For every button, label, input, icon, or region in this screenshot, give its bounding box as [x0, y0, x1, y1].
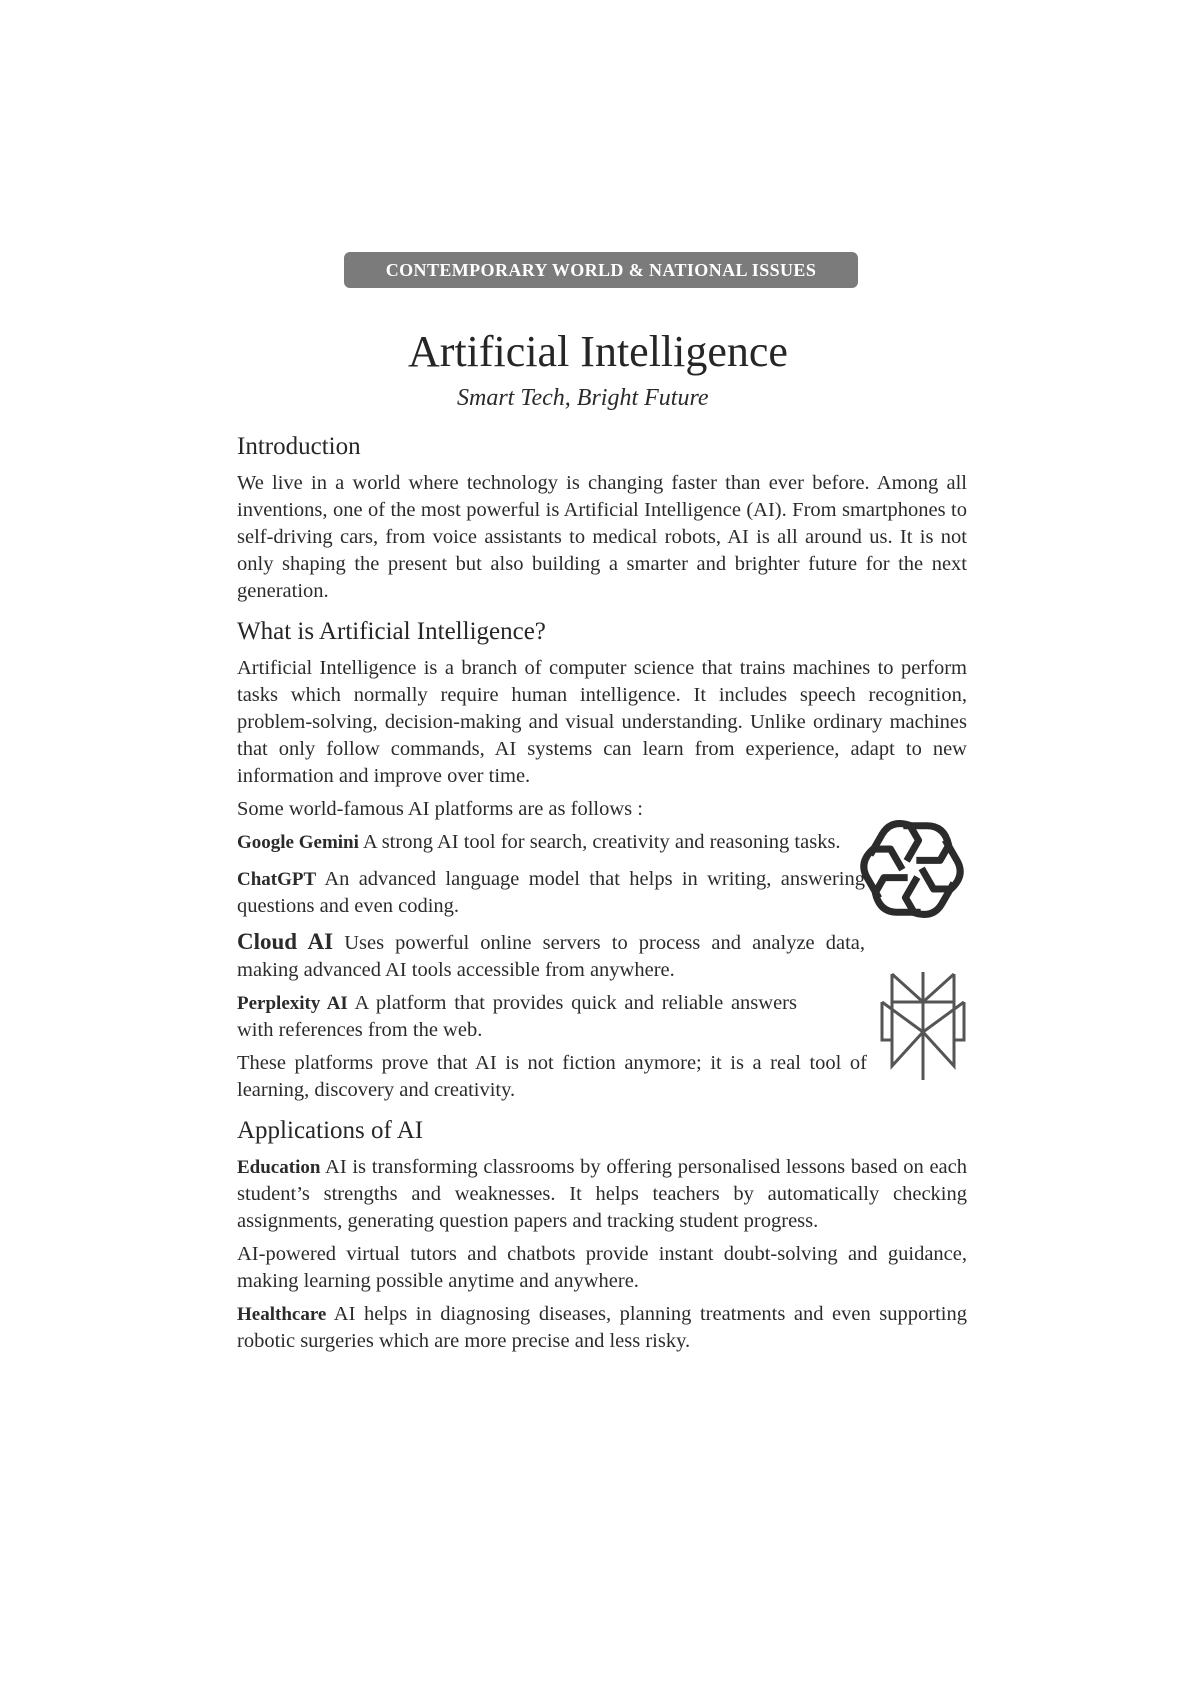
platform-name: Google Gemini	[237, 832, 359, 853]
chatgpt-logo-icon	[858, 815, 966, 923]
page-subtitle: Smart Tech, Bright Future	[457, 385, 709, 411]
page-title-text: Artificial Intelligence	[408, 327, 788, 376]
education-term: Education	[237, 1157, 321, 1178]
tutors-paragraph: AI-powered virtual tutors and chatbots provide instant doubt-solving and guidance, making learning possible anytime and anywhere.	[237, 1243, 967, 1292]
platform-desc: A strong AI tool for search, creativity and reasoning tasks.	[362, 831, 841, 853]
section-banner: CONTEMPORARY WORLD & NATIONAL ISSUES	[344, 252, 858, 288]
platform-item	[237, 990, 797, 1044]
platform-desc: An advanced language model that helps in writing, answering questions and even coding.	[237, 868, 865, 917]
perplexity-logo-icon	[878, 970, 968, 1082]
healthcare-text: AI helps in diagnosing diseases, planning treatments and even supporting robotic surgeries which are more precise and less risky.	[237, 1303, 968, 1352]
platforms-closing: These platforms prove that AI is not fiction anymore; it is a real tool of learning, discovery and creativity.	[237, 1052, 867, 1101]
platform-item	[237, 829, 865, 856]
introduction-paragraph: We live in a world where technology is changing faster than ever before. Among all inventions, one of the most powerful is Artificial Intelligence (AI). From smartphones to self-driving cars, from voice assistants to medical robots, AI is all around us. It is not only shaping the present but also building a smarter and brighter future for the next generation.	[237, 472, 967, 602]
heading-what-is-ai: What is Artificial Intelligence?	[237, 618, 546, 645]
education-paragraph	[237, 1154, 967, 1235]
platform-name: ChatGPT	[237, 869, 317, 890]
platform-desc: Uses powerful online servers to process and analyze data, making advanced AI tools accessible from anywhere.	[237, 932, 866, 981]
platform-desc: A platform that provides quick and reliable answers with references from the web.	[237, 992, 797, 1041]
platform-item	[237, 866, 865, 920]
education-text: AI is transforming classrooms by offering personalised lessons based on each student’s strengths and weaknesses. It helps teachers by automatically checking assignments, generating question papers and tracking student progress.	[237, 1156, 968, 1232]
heading-applications: Applications of AI	[237, 1117, 424, 1144]
platform-name: Perplexity AI	[237, 993, 348, 1014]
what-is-ai-paragraph: Artificial Intelligence is a branch of computer science that trains machines to perform tasks which normally require human intelligence. It includes speech recognition, problem-solving, decision-making and visual understanding. Unlike ordinary machines that only follow commands, AI systems can learn from experience, adapt to new information and improve over time.	[237, 657, 967, 787]
healthcare-term: Healthcare	[237, 1304, 327, 1325]
healthcare-paragraph	[237, 1301, 967, 1355]
heading-introduction: Introduction	[237, 433, 361, 460]
page-title	[0, 326, 1200, 377]
platforms-intro: Some world-famous AI platforms are as follows :	[237, 798, 643, 820]
platform-item	[237, 928, 865, 984]
platform-name: Cloud AI	[237, 929, 334, 954]
